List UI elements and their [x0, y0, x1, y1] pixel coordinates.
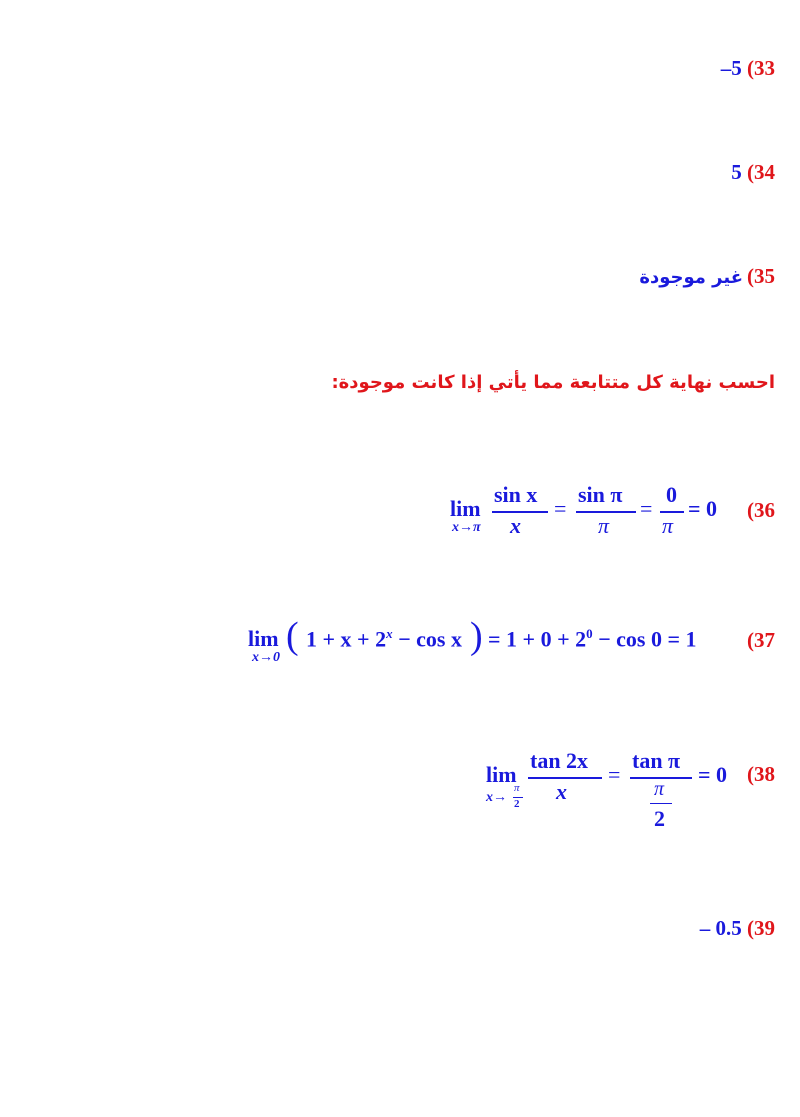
- fraction-numerator: tan 2x: [530, 748, 589, 773]
- lim-label: lim: [248, 626, 279, 651]
- item-34: [731, 160, 775, 185]
- equation-37: [248, 616, 748, 672]
- instruction-text: احسب نهاية كل متتابعة مما يأتي إذا كانت موجودة:: [331, 372, 775, 393]
- item-number-38: (38: [747, 762, 775, 786]
- fraction-denominator: x: [556, 779, 567, 804]
- fraction-numerator: sin π: [578, 482, 623, 507]
- fraction-numerator: sin x: [494, 482, 538, 507]
- left-paren: (: [286, 615, 299, 657]
- answer-value: –5: [720, 56, 742, 80]
- fraction-numerator: 0: [666, 482, 677, 507]
- fraction-denominator: π: [662, 513, 674, 538]
- inner-numerator: π: [654, 778, 665, 800]
- lim-label: lim: [450, 496, 481, 521]
- result: = 0: [688, 496, 718, 521]
- equals-sign: =: [608, 762, 621, 787]
- equals-sign: =: [640, 496, 653, 521]
- equation-38: [484, 746, 744, 836]
- lim-subscript: x→0: [252, 650, 280, 665]
- item-number: (33: [747, 56, 775, 80]
- item-39: [700, 916, 775, 941]
- item-number: 35): [747, 264, 775, 288]
- item-number-37: (37: [747, 628, 775, 652]
- item-35: [639, 264, 775, 289]
- fraction-denominator: x: [510, 513, 521, 538]
- answer-value: غير موجودة: [639, 267, 743, 288]
- lim-label: lim: [486, 762, 517, 787]
- inner-denominator: 2: [654, 806, 665, 831]
- fraction-denominator: π: [598, 513, 610, 538]
- answer-value: 5: [731, 160, 742, 184]
- equation-36: [448, 480, 728, 540]
- equals-sign: =: [554, 496, 567, 521]
- lim-subscript: x→: [486, 790, 507, 805]
- right-paren: ): [470, 615, 483, 657]
- lim-subscript: x→π: [452, 520, 481, 535]
- item-number: (39: [747, 916, 775, 940]
- item-33: [721, 56, 775, 81]
- lim-subscript-denominator: 2: [514, 798, 520, 810]
- result-expression: = $1 + 0 + 2^0 - \cos 0 = 1$: [488, 626, 697, 652]
- fraction-numerator: tan π: [632, 748, 681, 773]
- inner-expression: $1 + x + 2^x - \cos x$: [306, 626, 462, 652]
- item-number-36: (36: [747, 498, 775, 522]
- answer-value: – 0.5: [699, 916, 742, 940]
- inner-fraction-bar: [650, 803, 672, 804]
- result: = 0: [698, 762, 728, 787]
- lim-subscript-numerator: π: [514, 782, 520, 794]
- item-number: (34: [747, 160, 775, 184]
